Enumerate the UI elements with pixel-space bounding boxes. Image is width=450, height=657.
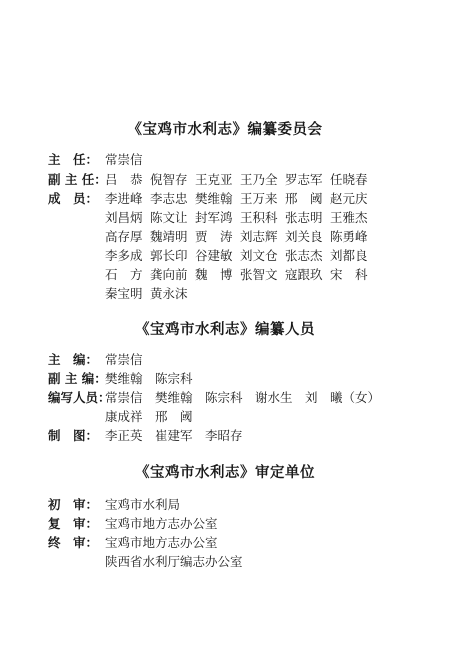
member-name: 刘都良 [330,248,368,263]
drafting-names: 李正英 崔建军 李昭存 [105,428,243,443]
first-review-unit: 宝鸡市水利局 [105,497,181,512]
final-review-label: 终 审： [48,535,99,550]
member-name: 魏靖明 [150,229,188,244]
final-review-unit: 陕西省水利厅编志办公室 [105,554,243,569]
member-name: 刘文仓 [240,248,278,263]
member-name: 赵元庆 [330,191,368,206]
member-name: 张志明 [285,210,323,225]
member-name: 王雅杰 [330,210,368,225]
member-name: 张志杰 [285,248,323,263]
member-name: 张智文 [240,267,278,282]
editors-title: 《宝鸡市水利志》编纂人员 [135,321,315,338]
first-review-label: 初 审： [48,497,99,512]
drafting-label: 制 图： [48,428,99,443]
member-name: 石 方 [105,267,143,282]
member-name: 李志忠 [150,191,188,206]
member-name: 贾 涛 [195,229,233,244]
member-name: 龚向前 [150,267,188,282]
members-label: 成 员： [48,191,99,206]
deputy-director-name: 罗志军 [285,172,323,187]
member-name: 宋 科 [330,267,368,282]
writers-names: 康成祥 邢 阈 [105,409,193,424]
member-name: 刘志辉 [240,229,278,244]
chief-editor-name: 常崇信 [105,352,143,367]
deputy-director-name: 倪智存 [150,172,188,187]
director-name: 常崇信 [105,152,143,167]
member-name: 刘关良 [285,229,323,244]
director-label: 主 任： [48,152,99,167]
member-name: 李进峰 [105,191,143,206]
deputy-director-name: 吕 恭 [105,172,143,187]
member-name: 高存厚 [105,229,143,244]
deputy-director-name: 王乃全 [240,172,278,187]
member-name: 郭长印 [150,248,188,263]
member-name: 寇跟玖 [285,267,323,282]
review-title: 《宝鸡市水利志》审定单位 [135,464,315,481]
member-name: 陈文让 [150,210,188,225]
member-name: 谷建敏 [195,248,233,263]
chief-editor-label: 主 编： [48,352,99,367]
member-name: 封军鸿 [195,210,233,225]
deputy-director-name: 任晓春 [330,172,368,187]
second-review-unit: 宝鸡市地方志办公室 [105,516,218,531]
member-name: 刘昌炳 [105,210,143,225]
member-name: 樊维翰 [195,191,233,206]
member-name: 陈勇峰 [330,229,368,244]
writers-label: 编写人员： [48,390,111,405]
committee-title: 《宝鸡市水利志》编纂委员会 [127,121,323,138]
deputy-director-label: 副 主 任： [48,172,107,187]
member-name: 魏 博 [195,267,233,282]
member-name: 黄永沫 [150,286,188,301]
final-review-unit: 宝鸡市地方志办公室 [105,535,218,550]
member-name: 王积科 [240,210,278,225]
member-name: 李多成 [105,248,143,263]
member-name: 邢 阈 [285,191,323,206]
second-review-label: 复 审： [48,516,99,531]
deputy-director-name: 王克亚 [195,172,233,187]
member-name: 秦宝明 [105,286,143,301]
deputy-editor-label: 副 主 编： [48,371,107,386]
deputy-editor-names: 樊维翰 陈宗科 [105,371,193,386]
writers-names: 常崇信 樊维翰 陈宗科 谢水生 刘 曦（女） [105,390,381,405]
member-name: 王万来 [240,191,278,206]
